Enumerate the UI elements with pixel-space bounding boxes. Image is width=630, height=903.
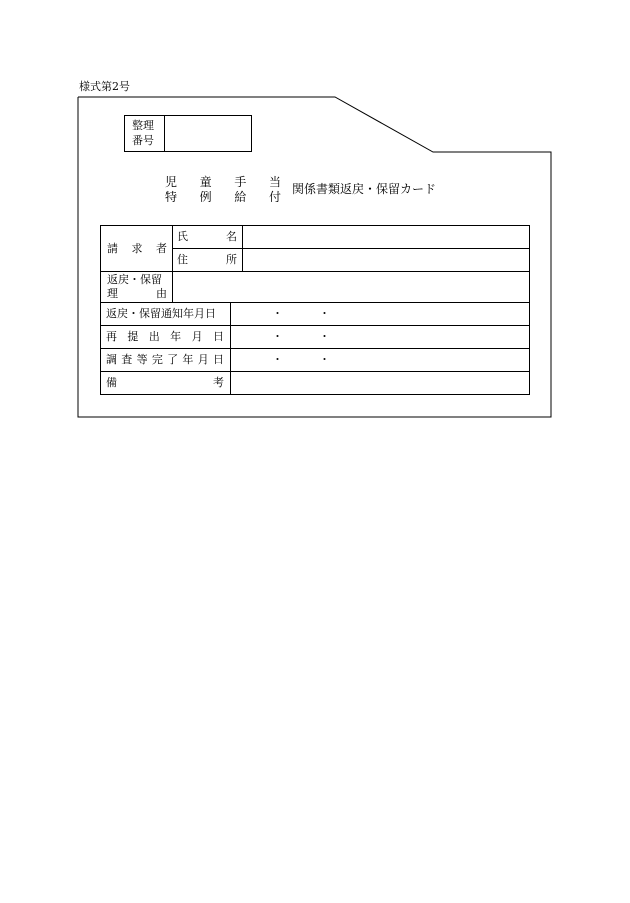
date-separator: ・	[319, 307, 330, 320]
title-char: 特	[165, 190, 178, 204]
label-char: 考	[213, 376, 224, 389]
title-char: 児	[165, 175, 178, 189]
title-row-1	[165, 175, 281, 190]
jusho-field[interactable]	[243, 249, 529, 271]
label-char: 備	[106, 376, 117, 389]
date-separator: ・	[272, 307, 283, 320]
title-suffix: 関係書類返戻・保留カード	[292, 182, 437, 196]
date-separator: ・	[272, 353, 283, 366]
label-char: 理	[107, 287, 118, 300]
label-char: 査	[121, 353, 133, 366]
shimei-label	[177, 230, 237, 244]
shimei-field[interactable]	[243, 226, 529, 248]
label-char: 住	[177, 253, 188, 266]
title-char: 当	[268, 175, 281, 189]
label-char: 請	[107, 242, 118, 255]
seikyusha-label	[107, 242, 167, 256]
seiri-bangou-value[interactable]	[165, 116, 251, 151]
label-char: 由	[156, 287, 167, 300]
title-row-2	[165, 190, 281, 205]
label-char: 日	[212, 330, 224, 343]
label-char: 調	[106, 353, 117, 366]
label-char: 者	[156, 242, 167, 255]
form-number-label: 様式第2号	[79, 80, 130, 93]
label-char: 再	[106, 330, 117, 343]
seiri-bangou-label-2: 番号	[132, 134, 154, 147]
biko-field[interactable]	[231, 372, 529, 394]
label-char: 出	[148, 330, 160, 343]
label-char: 了	[167, 353, 179, 366]
saiteishutsu-label	[106, 330, 224, 344]
saiteishutsu-date-field[interactable]	[231, 326, 529, 348]
tsuchi-date-label: 返戻・保留通知年月日	[106, 307, 216, 320]
title-char: 給	[234, 190, 247, 204]
jusho-label	[177, 253, 237, 267]
title-char: 童	[199, 175, 212, 189]
riyu-label-2	[107, 287, 167, 301]
riyu-field[interactable]	[173, 272, 529, 302]
title-char: 付	[268, 190, 281, 204]
label-char: 完	[151, 353, 163, 366]
label-char: 等	[136, 353, 148, 366]
date-separator: ・	[319, 330, 330, 343]
label-char: 年	[170, 330, 182, 343]
label-char: 名	[226, 230, 237, 243]
label-char: 年	[182, 353, 194, 366]
label-char: 月	[197, 353, 209, 366]
date-separator: ・	[272, 330, 283, 343]
label-char: 月	[191, 330, 203, 343]
label-char: 日	[212, 353, 224, 366]
riyu-label-1: 返戻・保留	[107, 273, 162, 286]
tsuchi-date-field[interactable]	[231, 303, 529, 325]
chosa-label	[106, 353, 224, 367]
title-char: 手	[234, 175, 247, 189]
label-char: 求	[131, 242, 143, 255]
title-char: 例	[199, 190, 212, 204]
date-separator: ・	[319, 353, 330, 366]
biko-label	[106, 376, 224, 390]
label-char: 提	[127, 330, 139, 343]
seiri-bangou-label-1: 整理	[132, 119, 154, 132]
label-char: 所	[226, 253, 237, 266]
label-char: 氏	[177, 230, 188, 243]
chosa-date-field[interactable]	[231, 349, 529, 371]
